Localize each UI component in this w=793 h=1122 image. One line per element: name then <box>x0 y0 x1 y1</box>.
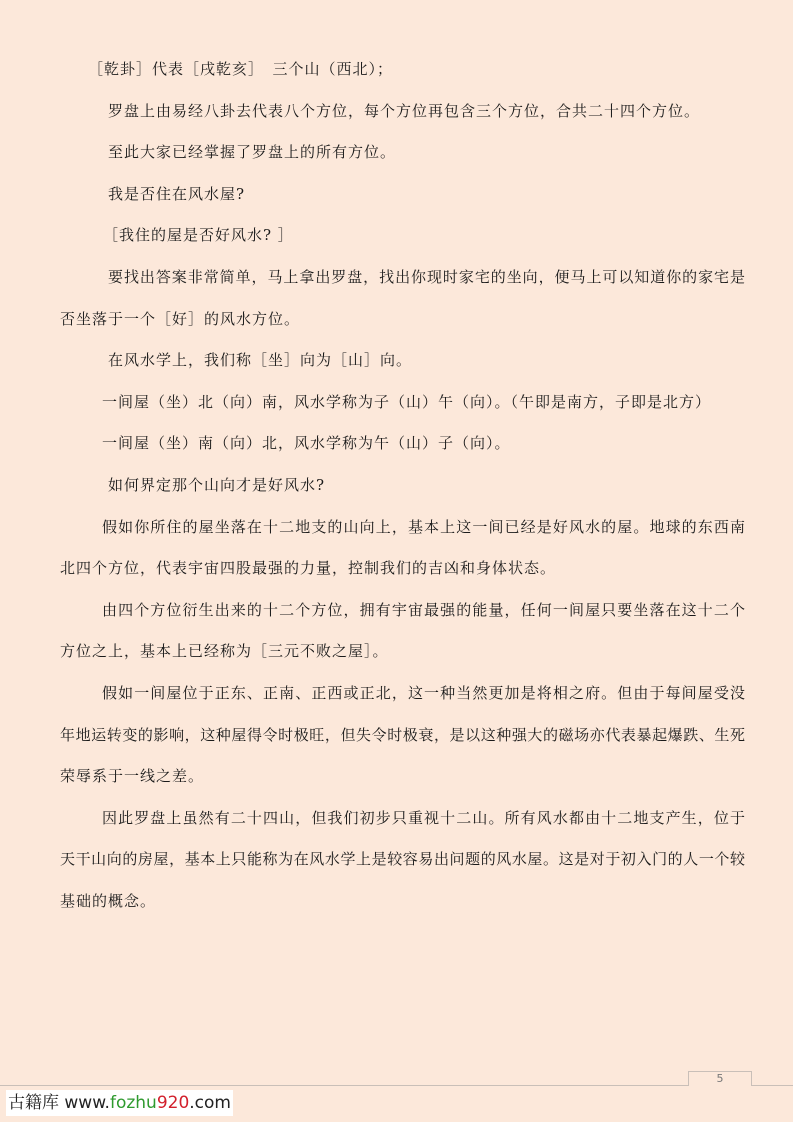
text-line: 在风水学上，我们称［坐］向为［山］向。 <box>108 351 413 370</box>
text-line: ［乾卦］代表［戌乾亥］ 三个山（西北）； <box>88 60 394 78</box>
text-line: 方位之上，基本上已经称为［三元不败之屋］。 <box>60 642 389 661</box>
text-line: 年地运转变的影响，这种屋得令时极旺，但失令时极衰，是以这种强大的磁场亦代表暴起爆跌、生死 <box>60 725 745 744</box>
text-line: 要找出答案非常简单，马上拿出罗盘，找出你现时家宅的坐向，便马上可以知道你的家宅是 <box>108 267 745 286</box>
text-line: 假如你所住的屋坐落在十二地支的山向上，基本上这一间已经是好风水的屋。地球的东西南 <box>102 517 745 536</box>
text-line: 至此大家已经掌握了罗盘上的所有方位。 <box>108 143 397 162</box>
text-line: 天干山向的房屋，基本上只能称为在风水学上是较容易出问题的风水屋。这是对于初入门的人一个较 <box>60 850 745 869</box>
text-line: 因此罗盘上虽然有二十四山，但我们初步只重视十二山。所有风水都由十二地支产生，位于 <box>102 808 745 827</box>
text-line: 由四个方位衍生出来的十二个方位，拥有宇宙最强的能量，任何一间屋只要坐落在这十二个 <box>102 600 745 619</box>
text-line: 基础的概念。 <box>60 891 157 910</box>
text-line: 如何界定那个山向才是好风水? <box>108 475 326 494</box>
watermark-logo <box>6 1090 233 1116</box>
text-line: 罗盘上由易经八卦去代表八个方位，每个方位再包含三个方位，合共二十四个方位。 <box>108 101 701 120</box>
text-line: 我是否住在风水屋? <box>108 184 246 203</box>
text-line: 否坐落于一个［好］的风水方位。 <box>60 309 301 328</box>
brand-green: fozhu <box>109 1093 157 1113</box>
text-line: 一间屋（坐）南（向）北，风水学称为午（山）子（向）。 <box>102 434 511 453</box>
document-body <box>0 49 793 922</box>
brand-red: 920 <box>156 1093 190 1113</box>
text-line: 一间屋（坐）北（向）南，风水学称为子（山）午（向）。（午即是南方，子即是北方） <box>102 392 712 411</box>
text-line: 北四个方位，代表宇宙四股最强的力量，控制我们的吉凶和身体状态。 <box>60 559 557 578</box>
footer-divider <box>0 1085 793 1086</box>
brand-text: 古籍库 www. <box>8 1093 110 1113</box>
text-line: ［我住的屋是否好风水? ］ <box>103 226 294 245</box>
brand-tail: .com <box>189 1093 231 1113</box>
page-number: 5 <box>688 1071 752 1086</box>
text-line: 荣辱系于一线之差。 <box>60 767 205 786</box>
text-line: 假如一间屋位于正东、正南、正西或正北，这一种当然更加是将相之府。但由于每间屋受没 <box>102 683 745 702</box>
